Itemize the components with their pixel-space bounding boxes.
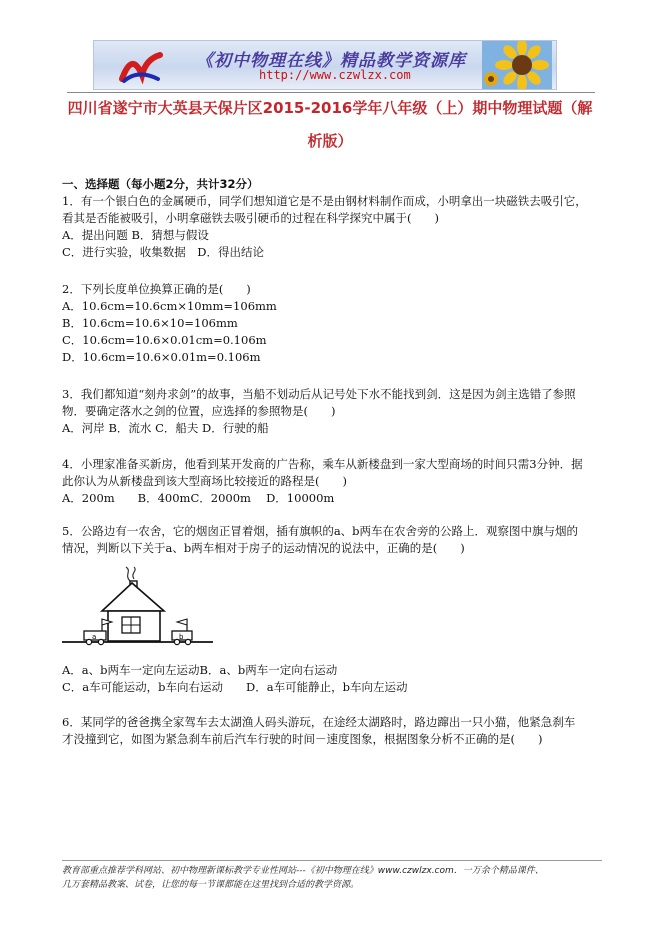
header-banner — [93, 40, 557, 90]
question-6-line2: 才没撞到它，如图为紧急刹车前后汽车行驶的时间－速度图象，根据图象分析不正确的是( ) — [62, 732, 543, 746]
question-4-options: A．200m B．400mC．2000m D．10000m — [62, 491, 335, 505]
question-4-line1: 4．小理家准备买新房，他看到某开发商的广告称，乘车从新楼盘到一家大型商场的时间只需3分钟．据 — [62, 457, 583, 471]
site-logo-icon — [116, 45, 166, 85]
question-1-options-ab: A．提出问题 B．猜想与假设 — [62, 228, 209, 242]
page-footer — [62, 864, 602, 892]
sunflower-icon — [482, 41, 552, 89]
question-2-stem: 2．下列长度单位换算正确的是( ) — [62, 282, 251, 296]
house-cars-figure — [60, 565, 215, 653]
flag-b — [177, 619, 187, 625]
footer-line1: 教育部重点推荐学科网站、初中物理新课标教学专业性网站---《初中物理在线》www.czwlzx.com．一万余个精品课件、 — [62, 866, 544, 876]
question-5-line2: 情况，判断以下关于a、b两车相对于房子的运动情况的说法中，正确的是( ) — [62, 541, 465, 555]
house-roof — [102, 583, 164, 611]
question-3-options: A．河岸 B．流水 C．船夫 D．行驶的船 — [62, 421, 269, 435]
question-4-line2: 此你认为从新楼盘到该大型商场比较接近的路程是( ) — [62, 474, 347, 488]
question-6-line1: 6．某同学的爸爸携全家驾车去太湖渔人码头游玩，在途经太湖路时，路边蹿出一只小猫，他紧急刹车 — [62, 715, 576, 729]
question-3-line1: 3．我们都知道“刻舟求剑”的故事，当船不划动后从记号处下水不能找到剑．这是因为剑主选错了参照 — [62, 387, 576, 401]
question-2-option-d: D．10.6cm=10.6×0.01m=0.106m — [62, 350, 261, 364]
question-5-options-ab: A．a、b两车一定向左运动B．a、b两车一定向右运动 — [62, 663, 338, 677]
question-2-option-b: B．10.6cm=10.6×10=106mm — [62, 316, 238, 330]
header-divider — [67, 92, 595, 93]
car-a-label: a — [92, 633, 97, 641]
question-1-line2: 看其是否能被吸引，小明拿磁铁去吸引硬币的过程在科学探究中属于( ) — [62, 211, 439, 225]
footer-line2: 几万套精品教案、试卷，让您的每一节课都能在这里找到合适的教学资源。 — [62, 880, 360, 890]
footer-divider — [62, 860, 602, 861]
question-5-options-cd: C．a车可能运动，b车向右运动 D．a车可能静止，b车向左运动 — [62, 680, 408, 694]
banner-url[interactable]: http://www.czwlzx.com — [259, 68, 411, 82]
question-5-line1: 5．公路边有一农舍，它的烟囱正冒着烟，插有旗帜的a、b两车在农舍旁的公路上．观察图中旗与烟的 — [62, 524, 579, 538]
page-title-line1: 四川省遂宁市大英县天保片区2015-2016学年八年级（上）期中物理试题（解 — [67, 99, 593, 117]
section-heading: 一、选择题（每小题2分，共计32分） — [62, 177, 259, 191]
banner-title: 《初中物理在线》精品教学资源库 — [196, 51, 466, 71]
question-2-option-c: C．10.6cm=10.6×0.01cm=0.106m — [62, 333, 267, 347]
car-b-label: b — [179, 633, 184, 641]
question-1-options-cd: C．进行实验，收集数据 D．得出结论 — [62, 245, 265, 259]
page-title-line2: 析版） — [307, 132, 353, 150]
question-2-option-a: A．10.6cm=10.6cm×10mm=106mm — [62, 299, 277, 313]
question-1-line1: 1．有一个银白色的金属硬币，同学们想知道它是不是由钢材料制作而成，小明拿出一块磁铁去吸引它， — [62, 194, 587, 208]
question-3-line2: 物．要确定落水之剑的位置，应选择的参照物是( ) — [62, 404, 336, 418]
chimney-smoke — [126, 567, 135, 581]
